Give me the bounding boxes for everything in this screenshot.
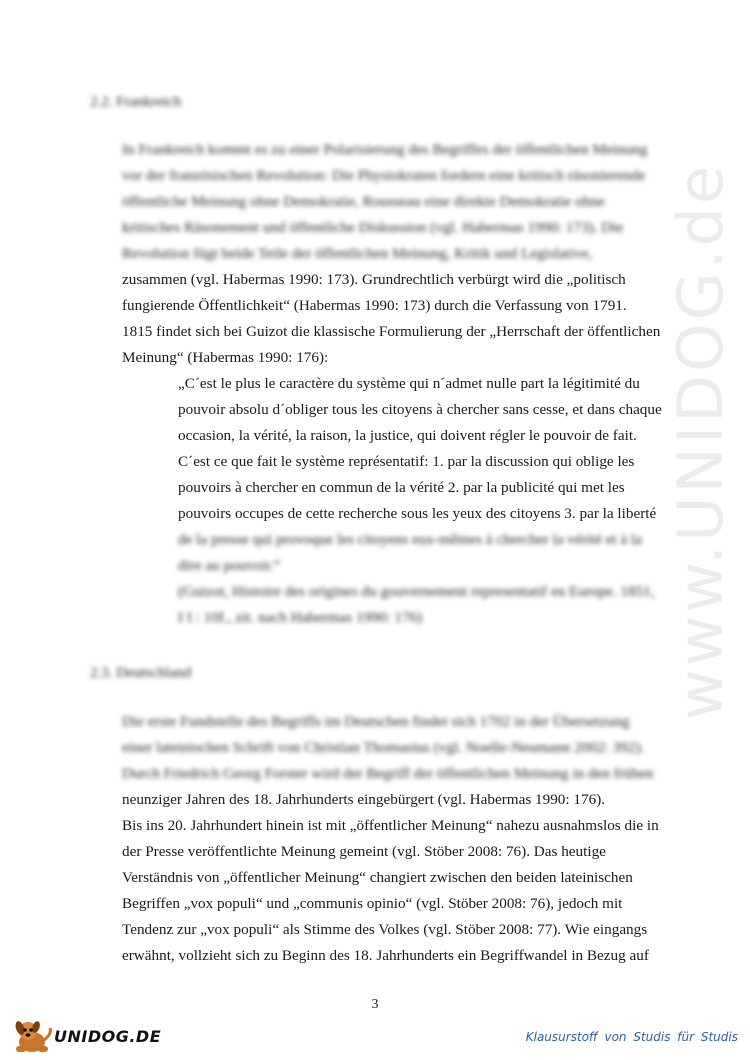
text-line: Durch Friedrich Georg Forster wird der Begriff der öffentlichen Meinung in den frühen bbox=[122, 765, 654, 782]
section-heading-deutschland: 2.3. Deutschland bbox=[90, 665, 192, 681]
footer-slogan: Klausurstoff von Studis für Studis bbox=[525, 1030, 738, 1044]
paragraph-frankreich bbox=[122, 137, 667, 371]
dog-icon bbox=[10, 1016, 54, 1056]
text-line: einer lateinischen Schrift von Christian Thomasius (vgl. Noelle-Neumann 2002: 392). bbox=[122, 739, 645, 756]
quote-citation: I I : 10f., zit. nach Habermas 1990: 176) bbox=[178, 609, 423, 626]
text-line: 1815 findet sich bei Guizot die klassische Formulierung der „Herrschaft der öffentlichen bbox=[122, 323, 661, 340]
text-line: Begriffen „vox populi“ und „communis opinio“ (vgl. Stöber 2008: 76), jedoch mit bbox=[122, 895, 623, 912]
page-number: 3 bbox=[371, 997, 379, 1012]
quote-line: C´est ce que fait le système représentatif: 1. par la discussion qui oblige les bbox=[178, 453, 635, 470]
paragraph-deutschland bbox=[122, 709, 667, 969]
quote-line: occasion, la vérité, la raison, la justice, qui doivent régler le pouvoir de fait. bbox=[178, 427, 637, 444]
watermark-text: www.UNIDOG.de bbox=[664, 163, 737, 720]
block-quote-guizot bbox=[178, 371, 668, 631]
text-line: erwähnt, vollzieht sich zu Beginn des 18. Jahrhunderts ein Begriffwandel in Bezug auf bbox=[122, 947, 649, 964]
text-line: der Presse veröffentlichte Meinung gemeint (vgl. Stöber 2008: 76). Das heutige bbox=[122, 843, 606, 860]
text-line: In Frankreich kommt es zu einer Polarisierung des Begriffes der öffentlichen Meinung bbox=[122, 141, 648, 158]
quote-line: dire au pouvoir.“ bbox=[178, 557, 281, 574]
text-line: vor der französischen Revolution: Die Physiokraten fordern eine kritisch räsonierende bbox=[122, 167, 646, 184]
unidog-logo[interactable] bbox=[4, 1016, 174, 1056]
text-line: neunziger Jahren des 18. Jahrhunderts eingebürgert (vgl. Habermas 1990: 176). bbox=[122, 791, 606, 808]
quote-citation: (Guizot, Histoire des origines du gouvernement representatif en Europe. 1851, bbox=[178, 583, 655, 600]
quote-line: pouvoir absolu d´obliger tous les citoyens à chercher sans cesse, et dans chaque bbox=[178, 401, 662, 418]
quote-line: „C´est le plus le caractère du système qui n´admet nulle part la légitimité du bbox=[178, 375, 640, 392]
section-heading-frankreich: 2.2. Frankreich bbox=[90, 94, 182, 110]
text-line: Revolution fügt beide Teile der öffentlichen Meinung, Kritik und Legislative, bbox=[122, 245, 593, 262]
text-line: zusammen (vgl. Habermas 1990: 173). Grundrechtlich verbürgt wird die „politisch bbox=[122, 271, 626, 288]
text-line: öffentliche Meinung ohne Demokratie, Rousseau eine direkte Demokratie ohne bbox=[122, 193, 605, 210]
text-line: Bis ins 20. Jahrhundert hinein ist mit „öffentlicher Meinung“ nahezu ausnahmslos die in bbox=[122, 817, 659, 834]
quote-line: de la presse qui provoque les citoyens eux-mêmes à chercher la vérité et à la bbox=[178, 531, 642, 548]
text-line: fungierende Öffentlichkeit“ (Habermas 1990: 173) durch die Verfassung von 1791. bbox=[122, 297, 627, 314]
text-line: Verständnis von „öffentlicher Meinung“ changiert zwischen den beiden lateinischen bbox=[122, 869, 633, 886]
text-line: Meinung“ (Habermas 1990: 176): bbox=[122, 349, 329, 366]
logo-text: UNIDOG.DE bbox=[54, 1027, 162, 1046]
text-line: kritisches Räsonement und öffentliche Diskussion (vgl. Habermas 1990: 173). Die bbox=[122, 219, 624, 236]
quote-line: pouvoirs à chercher en commun de la vérité 2. par la publicité qui met les bbox=[178, 479, 625, 496]
text-line: Tendenz zur „vox populi“ als Stimme des Volkes (vgl. Stöber 2008: 77). Wie eingangs bbox=[122, 921, 648, 938]
quote-line: pouvoirs occupes de cette recherche sous les yeux des citoyens 3. par la liberté bbox=[178, 505, 657, 522]
text-line: Die erste Fundstelle des Begriffs im Deutschen findet sich 1702 in der Übersetzung bbox=[122, 713, 630, 730]
